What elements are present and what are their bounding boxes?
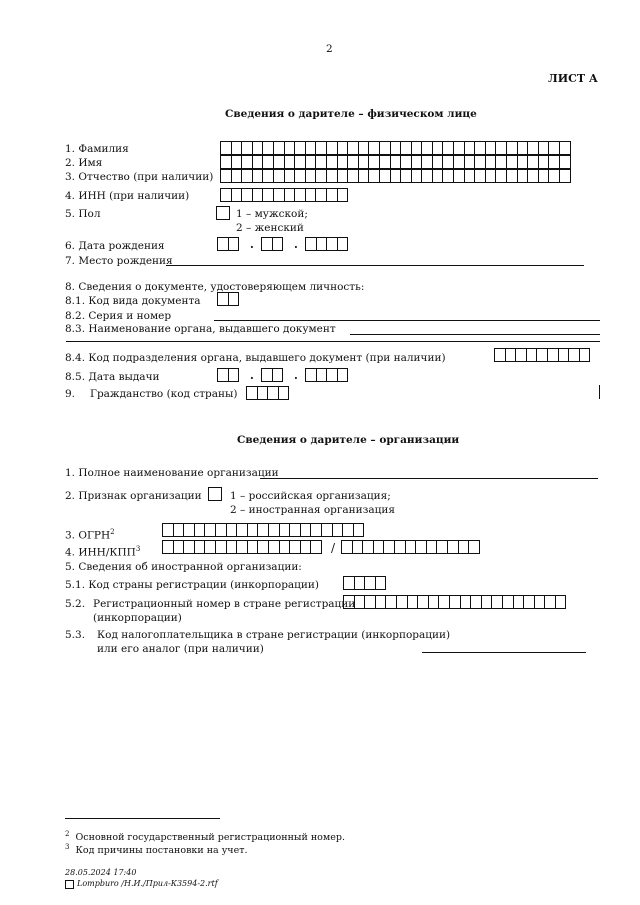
form-cell[interactable] xyxy=(228,368,240,382)
reg-number-cells[interactable] xyxy=(343,595,565,609)
label-gender: 5. Пол xyxy=(65,208,101,220)
doc-code-cells[interactable] xyxy=(217,292,238,306)
label-taxpayer-code-cont: или его аналог (при наличии) xyxy=(97,643,264,655)
label-foreign-org: 5. Сведения об иностранной организации: xyxy=(65,561,302,573)
file-path: Lompburo /Н.И./Прил-К3594-2.rtf xyxy=(65,878,218,890)
birth-place-line[interactable] xyxy=(166,265,584,266)
margin-bar xyxy=(599,385,600,399)
form-cell[interactable] xyxy=(272,368,284,382)
sheet-title: ЛИСТ А xyxy=(548,72,598,85)
label-reg-country: 5.1. Код страны регистрации (инкорпорации) xyxy=(65,579,320,591)
issue-day-cells[interactable] xyxy=(217,368,238,382)
form-cell[interactable] xyxy=(310,540,322,554)
form-cell[interactable] xyxy=(555,595,567,609)
series-number-line[interactable] xyxy=(214,320,600,321)
birth-day-cells[interactable] xyxy=(217,237,238,251)
form-cell[interactable] xyxy=(228,292,240,306)
issue-year-cells[interactable] xyxy=(305,368,347,382)
person-heading: Сведения о дарителе – физическом лице xyxy=(225,108,477,120)
ogrn-cells[interactable] xyxy=(162,523,363,537)
form-cell[interactable] xyxy=(337,368,349,382)
label-reg-number-num: 5.2. xyxy=(65,598,86,610)
label-birth-date: 6. Дата рождения xyxy=(65,240,165,252)
label-series-number: 8.2. Серия и номер xyxy=(65,310,172,322)
label-inn-kpp: 4. ИНН/КПП$^3$ xyxy=(65,545,141,559)
form-cell[interactable] xyxy=(278,386,290,400)
birth-year-cells[interactable] xyxy=(305,237,347,251)
label-birth-place: 7. Место рождения xyxy=(65,255,173,267)
label-ogrn: 3. ОГРН$^2$ xyxy=(65,528,115,542)
birth-month-cells[interactable] xyxy=(261,237,282,251)
form-cell[interactable] xyxy=(559,169,571,183)
gender-option-male: 1 – мужской; xyxy=(236,208,308,220)
footnote-separator xyxy=(65,818,220,819)
form-cell[interactable] xyxy=(353,523,365,537)
label-issuer: 8.3. Наименование органа, выдавшего документ xyxy=(65,323,336,335)
form-cell[interactable] xyxy=(337,188,349,202)
label-org-type: 2. Признак организации xyxy=(65,490,202,502)
label-doc-code: 8.1. Код вида документа xyxy=(65,295,201,307)
footnote-3: $^3$ Код причины постановки на учет. xyxy=(65,843,248,857)
inn-kpp-separator: / xyxy=(331,541,336,555)
label-taxpayer-code: Код налогоплательщика в стране регистрации (инкорпорации) xyxy=(97,629,451,641)
gender-box[interactable] xyxy=(216,206,230,220)
label-name: 2. Имя xyxy=(65,157,103,169)
org-heading: Сведения о дарителе – организации xyxy=(237,434,460,446)
org-type-box[interactable] xyxy=(208,487,222,501)
label-citizenship-num: 9. xyxy=(65,388,76,400)
inn-cells[interactable] xyxy=(220,188,347,202)
form-cell[interactable] xyxy=(579,348,591,362)
footnote-2: $^2$ Основной государственный регистрационный номер. xyxy=(65,830,345,844)
label-subdivision-code: 8.4. Код подразделения органа, выдавшего документ (при наличии) xyxy=(65,352,446,364)
label-reg-number-cont: (инкорпорации) xyxy=(93,612,182,624)
taxpayer-code-line[interactable] xyxy=(422,652,586,653)
issuer-line-1[interactable] xyxy=(350,334,600,335)
label-citizenship: Гражданство (код страны) xyxy=(90,388,238,400)
org-type-option-russian: 1 – российская организация; xyxy=(230,490,391,502)
label-reg-number: Регистрационный номер в стране регистрации xyxy=(93,598,356,610)
label-surname: 1. Фамилия xyxy=(65,143,129,155)
reg-country-cells[interactable] xyxy=(343,576,385,590)
kpp-cells[interactable] xyxy=(341,540,479,554)
label-patronymic: 3. Отчество (при наличии) xyxy=(65,171,214,183)
citizenship-cells[interactable] xyxy=(246,386,288,400)
form-cell[interactable] xyxy=(228,237,240,251)
label-org-name: 1. Полное наименование организации xyxy=(65,467,279,479)
timestamp: 28.05.2024 17:40 xyxy=(65,868,137,877)
org-name-line[interactable] xyxy=(260,478,598,479)
form-cell[interactable] xyxy=(468,540,480,554)
form-cell[interactable] xyxy=(559,141,571,155)
label-inn: 4. ИНН (при наличии) xyxy=(65,190,190,202)
surname-cells[interactable] xyxy=(220,141,570,155)
form-cell[interactable] xyxy=(559,155,571,169)
label-issue-date: 8.5. Дата выдачи xyxy=(65,371,160,383)
form-cell[interactable] xyxy=(337,237,349,251)
patronymic-cells[interactable] xyxy=(220,169,570,183)
issue-month-cells[interactable] xyxy=(261,368,282,382)
label-taxpayer-code-num: 5.3. xyxy=(65,629,86,641)
form-cell[interactable] xyxy=(272,237,284,251)
subdivision-code-cells[interactable] xyxy=(494,348,589,362)
document-icon xyxy=(65,880,74,889)
name-cells[interactable] xyxy=(220,155,570,169)
label-id-document: 8. Сведения о документе, удостоверяющем личность: xyxy=(65,281,365,293)
org-inn-cells[interactable] xyxy=(162,540,321,554)
form-cell[interactable] xyxy=(375,576,387,590)
issuer-line-2[interactable] xyxy=(66,341,600,342)
gender-option-female: 2 – женский xyxy=(236,222,304,234)
org-type-option-foreign: 2 – иностранная организация xyxy=(230,504,395,516)
page-number: 2 xyxy=(326,43,333,55)
